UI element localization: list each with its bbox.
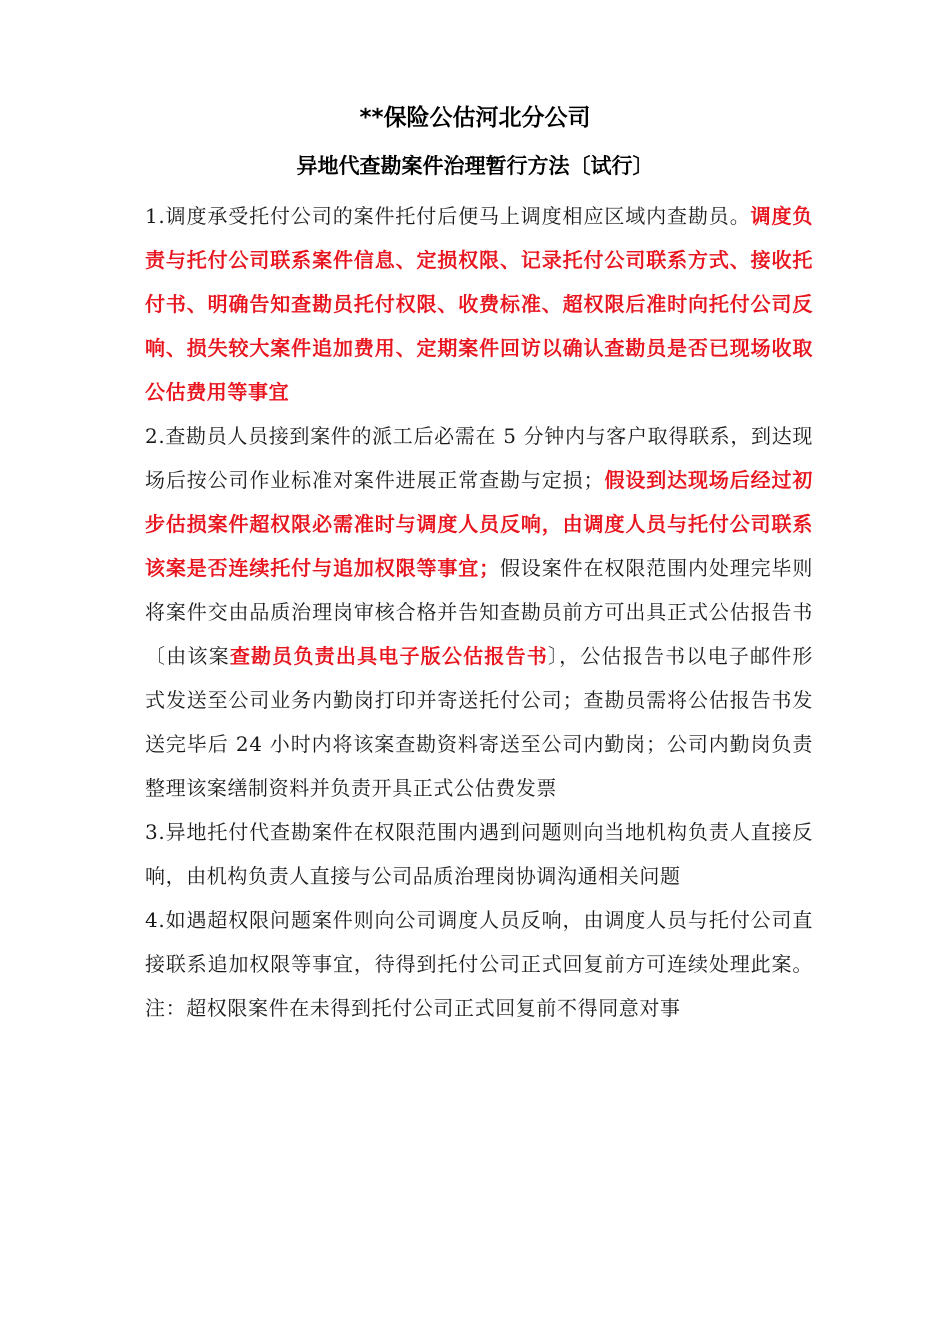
paragraph-2-highlight-a: 假设到达现场后经过初步估损案件超权限必需准时与调度人员反响，由调度人员与托付公司联系该案是否连续托付与追加权限等事宜； [145, 468, 814, 580]
paragraph-2-text-c: 〕，公估报告书以电子邮件形式发送至公司业务内勤岗打印并寄送托付公司；查勘员需将公估报告书发送完毕后 24 小时内将该案查勘资料寄送至公司内勤岗；公司内勤岗负责整理该案缮制资料并负责开具正式公估费发票 [145, 644, 813, 800]
paragraph-1 [145, 194, 813, 414]
paragraph-1-text: 1.调度承受托付公司的案件托付后便马上调度相应区域内查勘员。 [145, 204, 751, 228]
paragraph-1-highlight: 调度负责与托付公司联系案件信息、定损权限、记录托付公司联系方式、接收托付书、明确告知查勘员托付权限、收费标准、超权限后准时向托付公司反响、损失较大案件追加费用、定期案件回访以确认查勘员是否已现场收取公估费用等事宜 [145, 204, 813, 404]
paragraph-4-text: 4.如遇超权限问题案件则向公司调度人员反响，由调度人员与托付公司直接联系追加权限等事宜，待得到托付公司正式回复前方可连续处理此案。注：超权限案件在未得到托付公司正式回复前不得同意对事 [145, 908, 813, 1020]
paragraph-2-text-b: 假设案件在权限范围内处理完毕则将案件交由品质治理岗审核合格并告知查勘员前方可出具正式公估报告书〔由该案 [145, 556, 814, 668]
document-title: **保险公估河北分公司 [359, 105, 591, 131]
document-body [145, 194, 813, 1030]
paragraph-2-text-a: 2.查勘员人员接到案件的派工后必需在 5 分钟内与客户取得联系，到达现场后按公司作业标准对案件进展正常查勘与定损； [145, 424, 813, 492]
paragraph-2 [145, 414, 813, 810]
document-subtitle: 异地代查勘案件治理暂行方法〔试行〕 [296, 154, 654, 178]
paragraph-4 [145, 898, 813, 1030]
paragraph-3-text: 3.异地托付代查勘案件在权限范围内遇到问题则向当地机构负责人直接反响，由机构负责人直接与公司品质治理岗协调沟通相关问题 [145, 820, 813, 888]
paragraph-2-highlight-b: 查勘员负责出具电子版公估报告书 [229, 644, 548, 668]
paragraph-3 [145, 810, 813, 898]
